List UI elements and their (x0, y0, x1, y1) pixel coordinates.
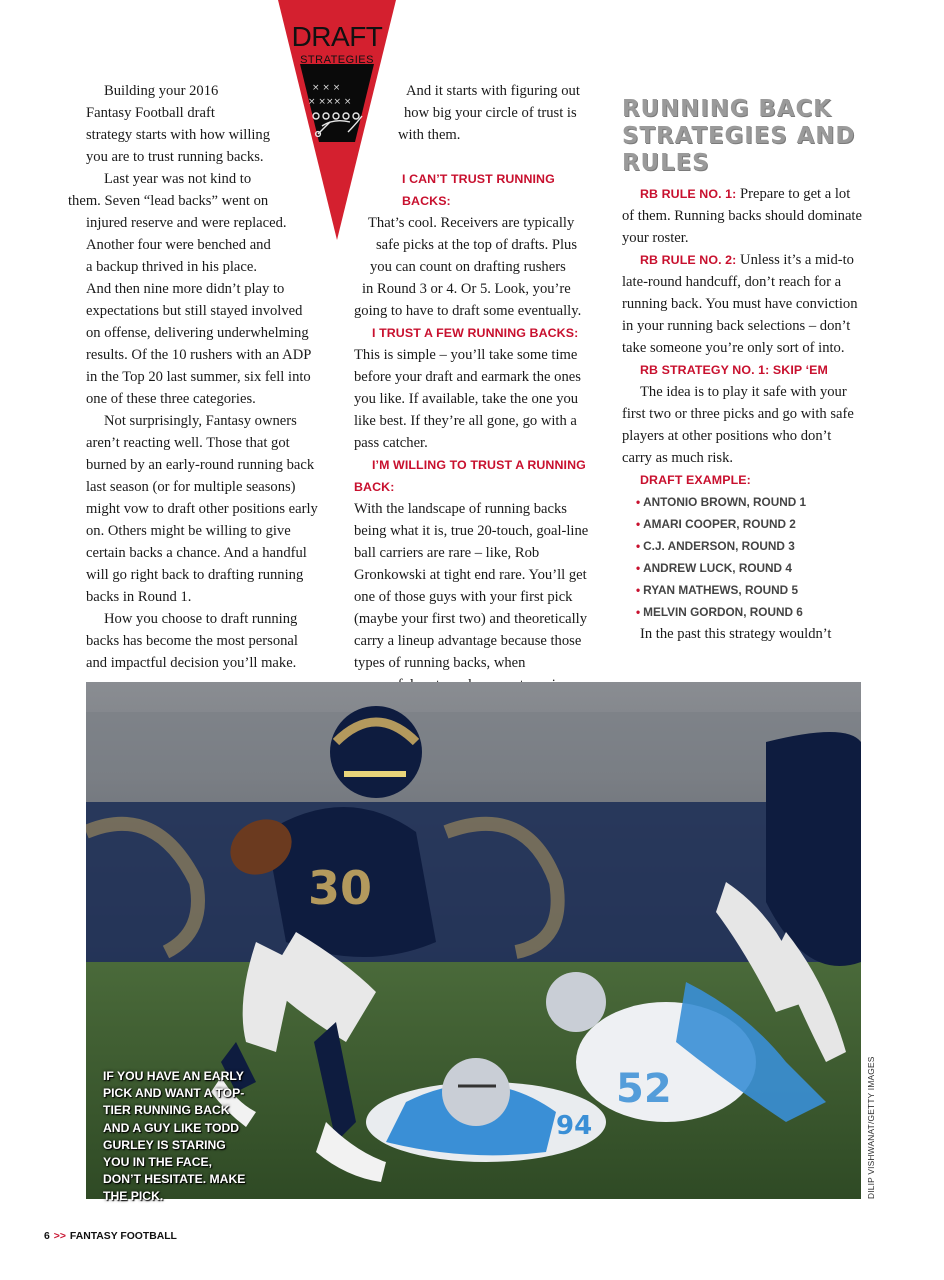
photo-credit: DILIP VISHWANAT/GETTY IMAGES (866, 1056, 876, 1199)
svg-text:× × ×: × × × (312, 83, 341, 93)
list-item-text: RYAN MATHEWS, ROUND 5 (643, 583, 799, 597)
text-run: Unless it’s a mid-to late-round handcuff, don’t reach for a running back. You must have conviction in your running back selections – don’t take someone you’re only sort of into. (622, 252, 858, 356)
heading-cant-trust: I CAN’T TRUST RUNNING BACKS: (402, 172, 555, 208)
jersey-number-94: 94 (556, 1111, 593, 1141)
rule-1-paragraph (622, 183, 862, 249)
list-item (636, 557, 862, 579)
list-item (636, 491, 862, 513)
col2-heading-willing-wrap (354, 454, 590, 498)
col1-paragraph-4: How you choose to draft running backs has become the most personal and impactful decision you’ll make. (86, 611, 298, 671)
bullet-icon: • (636, 539, 641, 553)
draft-example-heading-wrap (622, 469, 862, 491)
text-line: in the Top 20 last summer, six fell into (86, 369, 311, 385)
list-item (636, 601, 862, 623)
bullet-icon: • (636, 495, 641, 509)
list-item-text: MELVIN GORDON, ROUND 6 (643, 605, 803, 619)
rule-1-heading: RB RULE NO. 1: (640, 187, 737, 201)
article-column-2 (354, 80, 590, 696)
text-line: expectations but still stayed involved (86, 303, 303, 319)
list-item-text: ANTONIO BROWN, ROUND 1 (643, 495, 807, 509)
text-line: going to have to draft some eventually. (354, 303, 582, 319)
text-line: Last year was not kind to (104, 171, 252, 187)
list-item-text: C.J. ANDERSON, ROUND 3 (643, 539, 795, 553)
text-line: Fantasy Football draft (86, 105, 215, 121)
rule-2-heading: RB RULE NO. 2: (640, 253, 737, 267)
col1-paragraph-2 (68, 168, 322, 410)
list-item-text: AMARI COOPER, ROUND 2 (643, 517, 796, 531)
list-item (636, 535, 862, 557)
col2-paragraph-2 (354, 212, 590, 322)
text-line: in Round 3 or 4. Or 5. Look, you’re (362, 281, 571, 297)
list-item (636, 579, 862, 601)
title-line: RULES (622, 150, 710, 176)
text-line: them. Seven “lead backs” went on (68, 193, 269, 209)
text-run: This is simple – you’ll take some time before your draft and earmark the ones you like. If available, take the one you like best. If they’re all gone, go with a pass catcher. (354, 347, 581, 451)
text-line: And it starts with figuring out (406, 83, 580, 99)
title-line: RUNNING BACK (622, 96, 832, 122)
page-footer (44, 1231, 177, 1242)
pennant-subtitle: STRATEGIES (300, 54, 374, 66)
text-line: injured reserve and were replaced. (86, 215, 287, 231)
jersey-number-52: 52 (616, 1066, 672, 1112)
col2-paragraph-1 (354, 80, 590, 146)
text-line: how big your circle of trust is (404, 105, 577, 121)
col2-paragraph-4: With the landscape of running backs being what it is, true 20-touch, goal-line ball carriers are rare – like, Rob Gronkowski at tight end rare. You’ll get one of those guys with your first pick (maybe your first two) and theoretically carry a lineup advantage because those types of running backs, when (354, 501, 589, 671)
col2-heading-wrap (402, 168, 590, 212)
text-line: safe picks at the top of drafts. Plus (376, 237, 578, 253)
heading-willing-to-trust: I’M WILLING TO TRUST A RUNNING BACK: (354, 458, 586, 494)
text-line: Another four were benched and (86, 237, 271, 253)
article-column-1 (68, 80, 322, 674)
col2-paragraph-3 (354, 322, 590, 454)
section-title (622, 96, 862, 177)
text-line: And then nine more didn’t play to (86, 281, 285, 297)
jersey-number-30: 30 (308, 861, 373, 915)
bullet-icon: • (636, 605, 641, 619)
bullet-icon: • (636, 517, 641, 531)
list-item-text: ANDREW LUCK, ROUND 4 (643, 561, 792, 575)
svg-text:× ××× ×: × ××× × (308, 97, 352, 107)
text-line: you are to trust running backs. (86, 149, 264, 165)
strategy-1-paragraph: The idea is to play it safe with your first two or three picks and go with safe players at other positions who don’t carry as much risk. (622, 384, 854, 466)
bullet-icon: • (636, 583, 641, 597)
col1-paragraph-1 (86, 80, 322, 168)
list-item (636, 513, 862, 535)
text-line: with them. (398, 127, 461, 143)
photo-caption: IF YOU HAVE AN EARLY PICK AND WANT A TOP-TIER RUNNING BACK AND A GUY LIKE TODD GURLEY IS STARING YOU IN THE FACE, DON’T HESITATE. MAKE THE PICK. (103, 1069, 246, 1204)
article-column-3 (622, 96, 862, 645)
publication-title: FANTASY FOOTBALL (69, 1231, 177, 1242)
footer-arrows: >> (53, 1231, 66, 1242)
strategy-1-heading-wrap (622, 359, 862, 381)
text-line: one of these three categories. (86, 391, 256, 407)
text-line: on offense, delivering underwhelming (86, 325, 309, 341)
text-line: That’s cool. Receivers are typically (368, 215, 575, 231)
col1-paragraph-3: Not surprisingly, Fantasy owners aren’t reacting well. Those that got burned by an early-round running back last season (or for multiple seasons) might vow to draft other positions early on. Others might be willing to give certain backs a chance. And a handful will go right back to drafting running backs in Round 1. (86, 413, 318, 605)
title-line: STRATEGIES AND (622, 123, 856, 149)
text-run: Prepare to get a lot of them. Running backs should dominate your roster. (622, 186, 862, 246)
strategy-1-heading: RB STRATEGY NO. 1: SKIP ‘EM (640, 363, 828, 377)
text-line: strategy starts with how willing (86, 127, 271, 143)
pennant-title: DRAFT (291, 21, 383, 52)
text-line: Building your 2016 (104, 83, 219, 99)
page-number: 6 (44, 1231, 50, 1242)
heading-trust-few: I TRUST A FEW RUNNING BACKS: (372, 326, 579, 340)
text-line: you can count on drafting rushers (370, 259, 566, 275)
rule-2-paragraph (622, 249, 862, 359)
tail-paragraph: In the past this strategy wouldn’t (640, 626, 832, 642)
text-line: a backup thrived in his place. (86, 259, 258, 275)
bullet-icon: • (636, 561, 641, 575)
text-line: results. Of the 10 rushers with an ADP (86, 347, 312, 363)
draft-example-heading: DRAFT EXAMPLE: (640, 473, 751, 487)
